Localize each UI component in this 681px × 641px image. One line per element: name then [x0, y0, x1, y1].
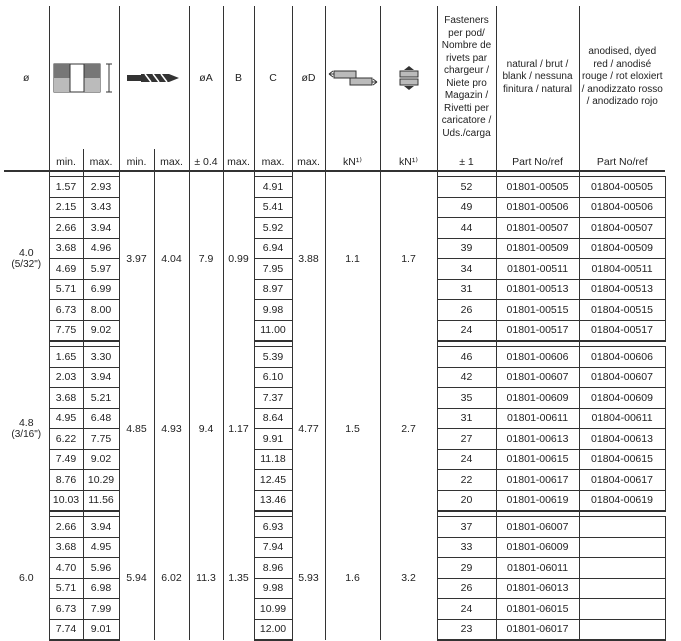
- natural-part-cell: 01801-00613: [496, 429, 579, 450]
- grip-min-cell: 6.73: [49, 300, 83, 321]
- c-cell: 5.92: [254, 218, 292, 239]
- natural-part-cell: 01801-06017: [496, 619, 579, 640]
- natural-part-cell: 01801-06015: [496, 599, 579, 620]
- sub-b-max: max.: [223, 149, 254, 171]
- a-cell: 11.3: [189, 517, 223, 641]
- natural-part-cell: 01801-06007: [496, 517, 579, 538]
- anodised-part-cell: 01804-00607: [579, 367, 665, 388]
- kn-shear-cell: 1.6: [325, 517, 380, 641]
- qty-cell: 24: [437, 599, 496, 620]
- grip-max-cell: 3.94: [83, 218, 119, 239]
- c-cell: 5.41: [254, 197, 292, 218]
- natural-part-cell: 01801-00517: [496, 320, 579, 341]
- anodised-part-cell: 01804-00517: [579, 320, 665, 341]
- grip-max-cell: 7.75: [83, 429, 119, 450]
- grip-max-cell: 11.56: [83, 490, 119, 511]
- c-cell: 7.37: [254, 388, 292, 409]
- d-cell: 4.77: [292, 347, 325, 512]
- grip-max-cell: 4.95: [83, 537, 119, 558]
- grip-max-cell: 2.93: [83, 177, 119, 198]
- grip-min-cell: 2.15: [49, 197, 83, 218]
- c-cell: 8.64: [254, 408, 292, 429]
- anodised-part-cell: 01804-00615: [579, 449, 665, 470]
- qty-cell: 35: [437, 388, 496, 409]
- grip-min-cell: 3.68: [49, 238, 83, 259]
- grip-max-cell: 3.94: [83, 517, 119, 538]
- natural-part-cell: 01801-00617: [496, 470, 579, 491]
- grip-max-cell: 10.29: [83, 470, 119, 491]
- header-row: [4, 6, 665, 149]
- header-fasteners-per-pod: Fasteners per pod/ Nombre de rivets par chargeur / Niete pro Magazin / Rivetti per caricatore / Uds./carga: [437, 6, 496, 149]
- grip-min-cell: 6.73: [49, 599, 83, 620]
- sub-grip-max: max.: [83, 149, 119, 171]
- natural-part-cell: 01801-00515: [496, 300, 579, 321]
- anodised-part-cell: [579, 578, 665, 599]
- natural-part-cell: 01801-00619: [496, 490, 579, 511]
- table-row: [4, 177, 665, 198]
- qty-cell: 23: [437, 619, 496, 640]
- kn-tensile-cell: 3.2: [380, 517, 437, 641]
- qty-cell: 24: [437, 320, 496, 341]
- grip-max-cell: 3.43: [83, 197, 119, 218]
- grip-min-cell: 7.74: [49, 619, 83, 640]
- grip-max-cell: 8.00: [83, 300, 119, 321]
- grip-min-cell: 6.22: [49, 429, 83, 450]
- qty-cell: 29: [437, 558, 496, 579]
- a-cell: 9.4: [189, 347, 223, 512]
- c-cell: 6.94: [254, 238, 292, 259]
- table-body: [4, 171, 665, 640]
- anodised-part-cell: 01804-00619: [579, 490, 665, 511]
- c-cell: 9.91: [254, 429, 292, 450]
- b-cell: 0.99: [223, 177, 254, 342]
- anodised-part-cell: 01804-00511: [579, 259, 665, 280]
- natural-part-cell: 01801-00611: [496, 408, 579, 429]
- grip-max-cell: 5.21: [83, 388, 119, 409]
- c-cell: 10.99: [254, 599, 292, 620]
- grip-min-cell: 4.70: [49, 558, 83, 579]
- sub-kn-shear: kN¹⁾: [325, 149, 380, 171]
- c-cell: 8.97: [254, 279, 292, 300]
- qty-cell: 52: [437, 177, 496, 198]
- kn-shear-cell: 1.1: [325, 177, 380, 342]
- header-a: øA: [189, 6, 223, 149]
- natural-part-cell: 01801-00615: [496, 449, 579, 470]
- a-cell: 7.9: [189, 177, 223, 342]
- qty-cell: 22: [437, 470, 496, 491]
- d-cell: 3.88: [292, 177, 325, 342]
- grip-min-cell: 3.68: [49, 388, 83, 409]
- c-cell: 6.93: [254, 517, 292, 538]
- qty-cell: 42: [437, 367, 496, 388]
- anodised-part-cell: 01804-00609: [579, 388, 665, 409]
- grip-min-cell: 1.65: [49, 347, 83, 368]
- header-anodised-red: anodised, dyed red / anodisé rouge / rot eloxiert / anodizzato rosso / anodizado rojo: [579, 6, 665, 149]
- qty-cell: 33: [437, 537, 496, 558]
- grip-min-cell: 1.57: [49, 177, 83, 198]
- grip-min-cell: 8.76: [49, 470, 83, 491]
- c-cell: 11.18: [254, 449, 292, 470]
- qty-cell: 49: [437, 197, 496, 218]
- subheader-row: [4, 149, 665, 171]
- header-b: B: [223, 6, 254, 149]
- anodised-part-cell: 01804-00617: [579, 470, 665, 491]
- grip-max-cell: 6.99: [83, 279, 119, 300]
- natural-part-cell: 01801-00607: [496, 367, 579, 388]
- kn-tensile-cell: 1.7: [380, 177, 437, 342]
- header-natural: natural / brut / blank / nessuna finitura / natural: [496, 6, 579, 149]
- c-cell: 12.45: [254, 470, 292, 491]
- c-cell: 11.00: [254, 320, 292, 341]
- diameter-cell: 4.0 (5/32"): [11, 247, 42, 271]
- b-cell: 1.17: [223, 347, 254, 512]
- natural-part-cell: 01801-00606: [496, 347, 579, 368]
- qty-cell: 26: [437, 300, 496, 321]
- table-row: [4, 347, 665, 368]
- sub-anodised-part: Part No/ref: [579, 149, 665, 171]
- kn-shear-cell: 1.5: [325, 347, 380, 512]
- grip-min-cell: 2.66: [49, 517, 83, 538]
- header-d: øD: [292, 6, 325, 149]
- anodised-part-cell: [579, 537, 665, 558]
- qty-cell: 24: [437, 449, 496, 470]
- sub-drill-min: min.: [119, 149, 154, 171]
- anodised-part-cell: 01804-00613: [579, 429, 665, 450]
- natural-part-cell: 01801-06013: [496, 578, 579, 599]
- grip-max-cell: 9.01: [83, 619, 119, 640]
- diameter-cell: 6.0: [18, 572, 34, 585]
- c-cell: 13.46: [254, 490, 292, 511]
- grip-max-cell: 3.30: [83, 347, 119, 368]
- drill-max-cell: 6.02: [154, 517, 189, 641]
- anodised-part-cell: [579, 599, 665, 620]
- grip-min-cell: 2.03: [49, 367, 83, 388]
- drill-min-cell: 3.97: [119, 177, 154, 342]
- anodised-part-cell: 01804-00515: [579, 300, 665, 321]
- natural-part-cell: 01801-00609: [496, 388, 579, 409]
- diameter-cell: 4.8 (3/16"): [11, 417, 42, 441]
- grip-max-cell: 9.02: [83, 449, 119, 470]
- b-cell: 1.35: [223, 517, 254, 641]
- grip-min-cell: 7.49: [49, 449, 83, 470]
- qty-cell: 31: [437, 408, 496, 429]
- natural-part-cell: 01801-00511: [496, 259, 579, 280]
- grip-min-cell: 10.03: [49, 490, 83, 511]
- natural-part-cell: 01801-00507: [496, 218, 579, 239]
- qty-cell: 20: [437, 490, 496, 511]
- grip-max-cell: 6.98: [83, 578, 119, 599]
- qty-cell: 44: [437, 218, 496, 239]
- c-cell: 9.98: [254, 578, 292, 599]
- qty-cell: 31: [437, 279, 496, 300]
- anodised-part-cell: 01804-00611: [579, 408, 665, 429]
- qty-cell: 34: [437, 259, 496, 280]
- natural-part-cell: 01801-00505: [496, 177, 579, 198]
- c-cell: 7.95: [254, 259, 292, 280]
- anodised-part-cell: 01804-00505: [579, 177, 665, 198]
- anodised-part-cell: 01804-00513: [579, 279, 665, 300]
- sub-c-max: max.: [254, 149, 292, 171]
- anodised-part-cell: 01804-00507: [579, 218, 665, 239]
- grip-max-cell: 9.02: [83, 320, 119, 341]
- sub-grip-min: min.: [49, 149, 83, 171]
- d-cell: 5.93: [292, 517, 325, 641]
- sub-kn-tensile: kN¹⁾: [380, 149, 437, 171]
- grip-min-cell: 5.71: [49, 578, 83, 599]
- drill-max-cell: 4.93: [154, 347, 189, 512]
- header-diameter: ø: [23, 71, 30, 84]
- sub-a-tol: ± 0.4: [189, 149, 223, 171]
- grip-min-cell: 4.69: [49, 259, 83, 280]
- c-cell: 4.91: [254, 177, 292, 198]
- grip-min-cell: 7.75: [49, 320, 83, 341]
- grip-max-cell: 5.96: [83, 558, 119, 579]
- grip-max-cell: 6.48: [83, 408, 119, 429]
- qty-cell: 27: [437, 429, 496, 450]
- grip-max-cell: 7.99: [83, 599, 119, 620]
- natural-part-cell: 01801-00506: [496, 197, 579, 218]
- tensile-load-icon: [380, 6, 437, 149]
- anodised-part-cell: 01804-00506: [579, 197, 665, 218]
- kn-tensile-cell: 2.7: [380, 347, 437, 512]
- drill-max-cell: 4.04: [154, 177, 189, 342]
- natural-part-cell: 01801-00513: [496, 279, 579, 300]
- sub-drill-max: max.: [154, 149, 189, 171]
- grip-max-cell: 5.97: [83, 259, 119, 280]
- drill-min-cell: 5.94: [119, 517, 154, 641]
- qty-cell: 46: [437, 347, 496, 368]
- c-cell: 12.00: [254, 619, 292, 640]
- rivet-spec-table: [4, 6, 666, 641]
- grip-max-cell: 3.94: [83, 367, 119, 388]
- anodised-part-cell: [579, 517, 665, 538]
- drill-min-cell: 4.85: [119, 347, 154, 512]
- c-cell: 6.10: [254, 367, 292, 388]
- grip-min-cell: 5.71: [49, 279, 83, 300]
- sub-natural-part: Part No/ref: [496, 149, 579, 171]
- anodised-part-cell: 01804-00509: [579, 238, 665, 259]
- sub-d-max: max.: [292, 149, 325, 171]
- drill-bit-icon: [119, 6, 189, 149]
- qty-cell: 37: [437, 517, 496, 538]
- anodised-part-cell: [579, 619, 665, 640]
- qty-cell: 39: [437, 238, 496, 259]
- c-cell: 5.39: [254, 347, 292, 368]
- c-cell: 8.96: [254, 558, 292, 579]
- natural-part-cell: 01801-06009: [496, 537, 579, 558]
- c-cell: 7.94: [254, 537, 292, 558]
- header-c: C: [254, 6, 292, 149]
- c-cell: 9.98: [254, 300, 292, 321]
- grip-min-cell: 2.66: [49, 218, 83, 239]
- sub-qty-tol: ± 1: [437, 149, 496, 171]
- natural-part-cell: 01801-06011: [496, 558, 579, 579]
- table-row: [4, 517, 665, 538]
- grip-max-cell: 4.96: [83, 238, 119, 259]
- grip-min-cell: 3.68: [49, 537, 83, 558]
- grip-range-icon: [49, 6, 119, 149]
- grip-min-cell: 4.95: [49, 408, 83, 429]
- shear-load-icon: [325, 6, 380, 149]
- anodised-part-cell: 01804-00606: [579, 347, 665, 368]
- anodised-part-cell: [579, 558, 665, 579]
- natural-part-cell: 01801-00509: [496, 238, 579, 259]
- qty-cell: 26: [437, 578, 496, 599]
